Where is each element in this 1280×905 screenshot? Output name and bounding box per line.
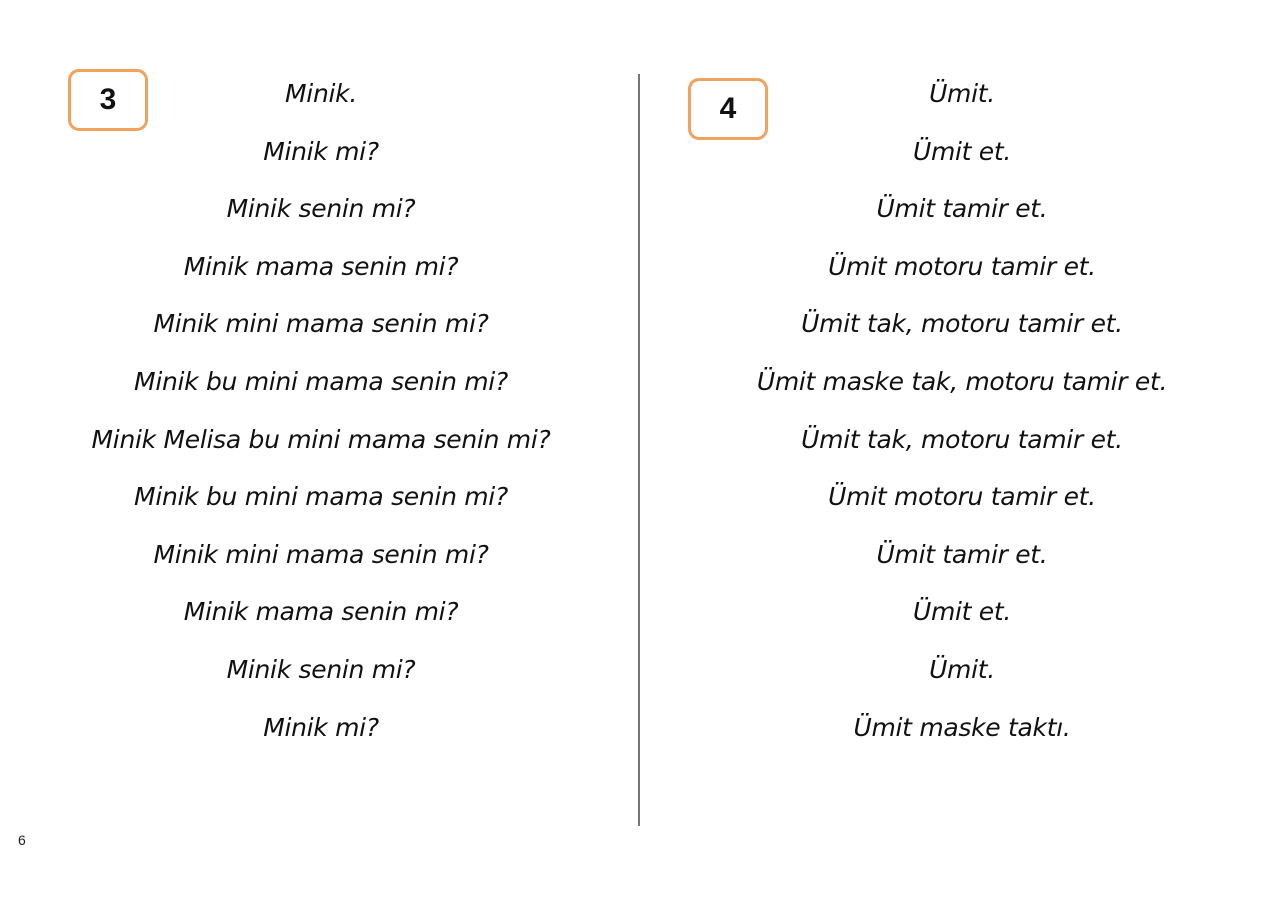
reading-line: Minik mama senin mi?	[183, 251, 459, 281]
reading-line: Minik senin mi?	[226, 654, 416, 684]
exercise-number-label: 4	[719, 92, 737, 125]
reading-line: Ümit motoru tamir et.	[828, 482, 1096, 512]
reading-line: Minik mama senin mi?	[183, 597, 459, 627]
reading-line: Ümit motoru tamir et.	[828, 251, 1096, 281]
reading-line: Ümit maske tak, motoru tamir et.	[756, 366, 1168, 396]
reading-line: Ümit tamir et.	[876, 194, 1048, 224]
reading-line: Minik Melisa bu mini mama senin mi?	[91, 424, 551, 454]
reading-line: Minik mi?	[263, 136, 379, 166]
reading-line: Ümit tak, motoru tamir et.	[801, 424, 1123, 454]
reading-line: Ümit tamir et.	[876, 539, 1048, 569]
column-divider	[638, 74, 640, 826]
right-reading-column	[662, 65, 1262, 756]
reading-line: Ümit maske taktı.	[853, 712, 1071, 742]
reading-line: Minik senin mi?	[226, 194, 416, 224]
exercise-number-label: 3	[99, 83, 117, 116]
reading-line: Minik mini mama senin mi?	[153, 309, 489, 339]
reading-line: Ümit.	[929, 79, 995, 108]
reading-line: Ümit et.	[912, 136, 1012, 166]
reading-line: Ümit tak, motoru tamir et.	[801, 309, 1123, 339]
reading-line: Ümit et.	[912, 597, 1012, 627]
left-reading-column	[21, 65, 621, 756]
reading-line: Ümit.	[929, 654, 995, 684]
reading-line: Minik bu mini mama senin mi?	[134, 366, 508, 396]
reading-line: Minik bu mini mama senin mi?	[134, 482, 508, 512]
reading-line: Minik mini mama senin mi?	[153, 539, 489, 569]
page-number: 6	[18, 832, 26, 848]
reading-line: Minik mi?	[263, 712, 379, 742]
reading-line: Minik.	[285, 79, 357, 108]
